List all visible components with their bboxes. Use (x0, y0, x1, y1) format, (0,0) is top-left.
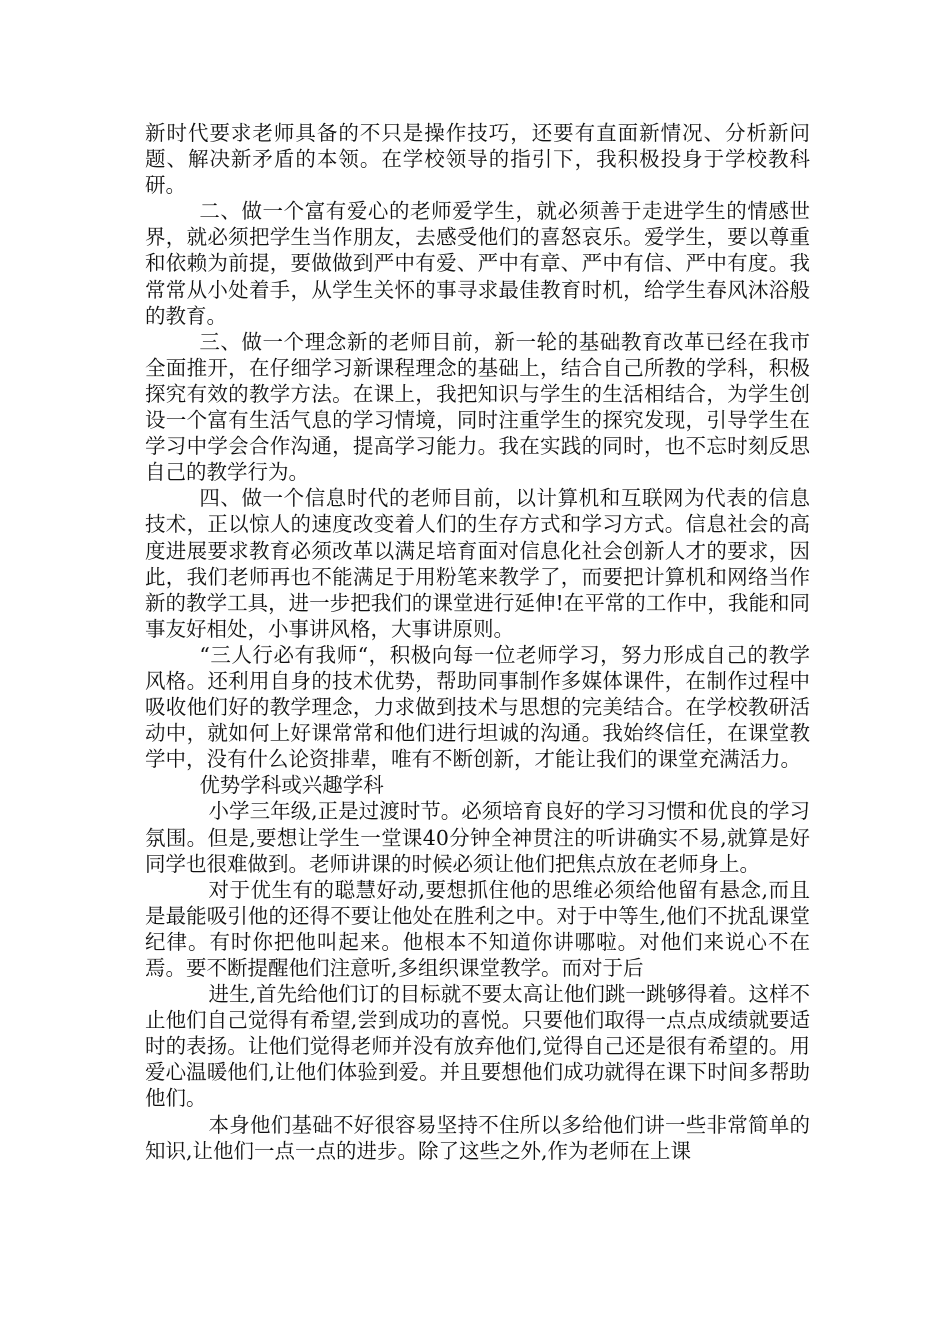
document-body (145, 120, 810, 1164)
paragraph-struggling-students: 进生,首先给他们订的目标就不要太高让他们跳一跳够得着。这样不止他们自己觉得有希望,尝到成功的喜悦。只要他们取得一点点成绩就要适时的表扬。让他们觉得老师并没有放弃他们,觉得自己还是很有希望的。用爱心温暖他们,让他们体验到爱。并且要想他们成功就得在课下时间多帮助他们。 (145, 982, 810, 1111)
paragraph-quote: “三人行必有我师“，积极向每一位老师学习，努力形成自己的教学风格。还利用自身的技术优势，帮助同事制作多媒体课件，在制作过程中吸收他们好的教学理念，力求做到技术与思想的完美结合。在学校教研活动中，就如何上好课常常和他们进行坦诚的沟通。我始终信任，在课堂教学中，没有什么论资排辈，唯有不断创新，才能让我们的课堂充满活力。 (145, 642, 810, 772)
paragraph-grade-three: 小学三年级,正是过渡时节。必须培育良好的学习习惯和优良的学习氛围。但是,要想让学生一堂课40分钟全神贯注的听讲确实不易,就算是好同学也很难做到。老师讲课的时候必须让他们把焦点放在老师身上。 (145, 799, 810, 876)
paragraph-basic-knowledge: 本身他们基础不好很容易坚持不住所以多给他们讲一些非常简单的知识,让他们一点一点的进步。除了这些之外,作为老师在上课 (145, 1112, 810, 1163)
subheading-subjects: 优势学科或兴趣学科 (199, 773, 384, 798)
paragraph-section-two: 二、做一个富有爱心的老师爱学生，就必须善于走进学生的情感世界，就必须把学生当作朋友，去感受他们的喜怒哀乐。爱学生，要以尊重和依赖为前提，要做做到严中有爱、严中有章、严中有信、严中有度。我常常从小处着手，从学生关怀的事寻求最佳教育时机，给学生春风沐浴般的教育。 (145, 199, 810, 328)
paragraph-continuation: 新时代要求老师具备的不只是操作技巧，还要有直面新情况、分析新问题、解决新矛盾的本领。在学校领导的指引下，我积极投身于学校教科研。 (145, 121, 810, 198)
paragraph-top-students: 对于优生有的聪慧好动,要想抓住他的思维必须给他留有悬念,而且是最能吸引他的还得不要让他处在胜利之中。对于中等生,他们不扰乱课堂纪律。有时你把他叫起来。他根本不知道你讲哪啦。对他们来说心不在焉。要不断提醒他们注意听,多组织课堂教学。而对于后 (145, 877, 810, 980)
paragraph-section-four: 四、做一个信息时代的老师目前，以计算机和互联网为代表的信息技术，正以惊人的速度改变着人们的生存方式和学习方式。信息社会的高度进展要求教育必须改革以满足培育面对信息化社会创新人才的要求，因此，我们老师再也不能满足于用粉笔来教学了，而要把计算机和网络当作新的教学工具，进一步把我们的课堂进行延伸!在平常的工作中，我能和同事友好相处，小事讲风格，大事讲原则。 (145, 486, 810, 641)
paragraph-section-three: 三、做一个理念新的老师目前，新一轮的基础教育改革已经在我市全面推开，在仔细学习新课程理念的基础上，结合自己所教的学科，积极探究有效的教学方法。在课上，我把知识与学生的生活相结合，为学生创设一个富有生活气息的学习情境，同时注重学生的探究发现，引导学生在学习中学会合作沟通，提高学习能力。我在实践的同时，也不忘时刻反思自己的教学行为。 (145, 329, 810, 485)
